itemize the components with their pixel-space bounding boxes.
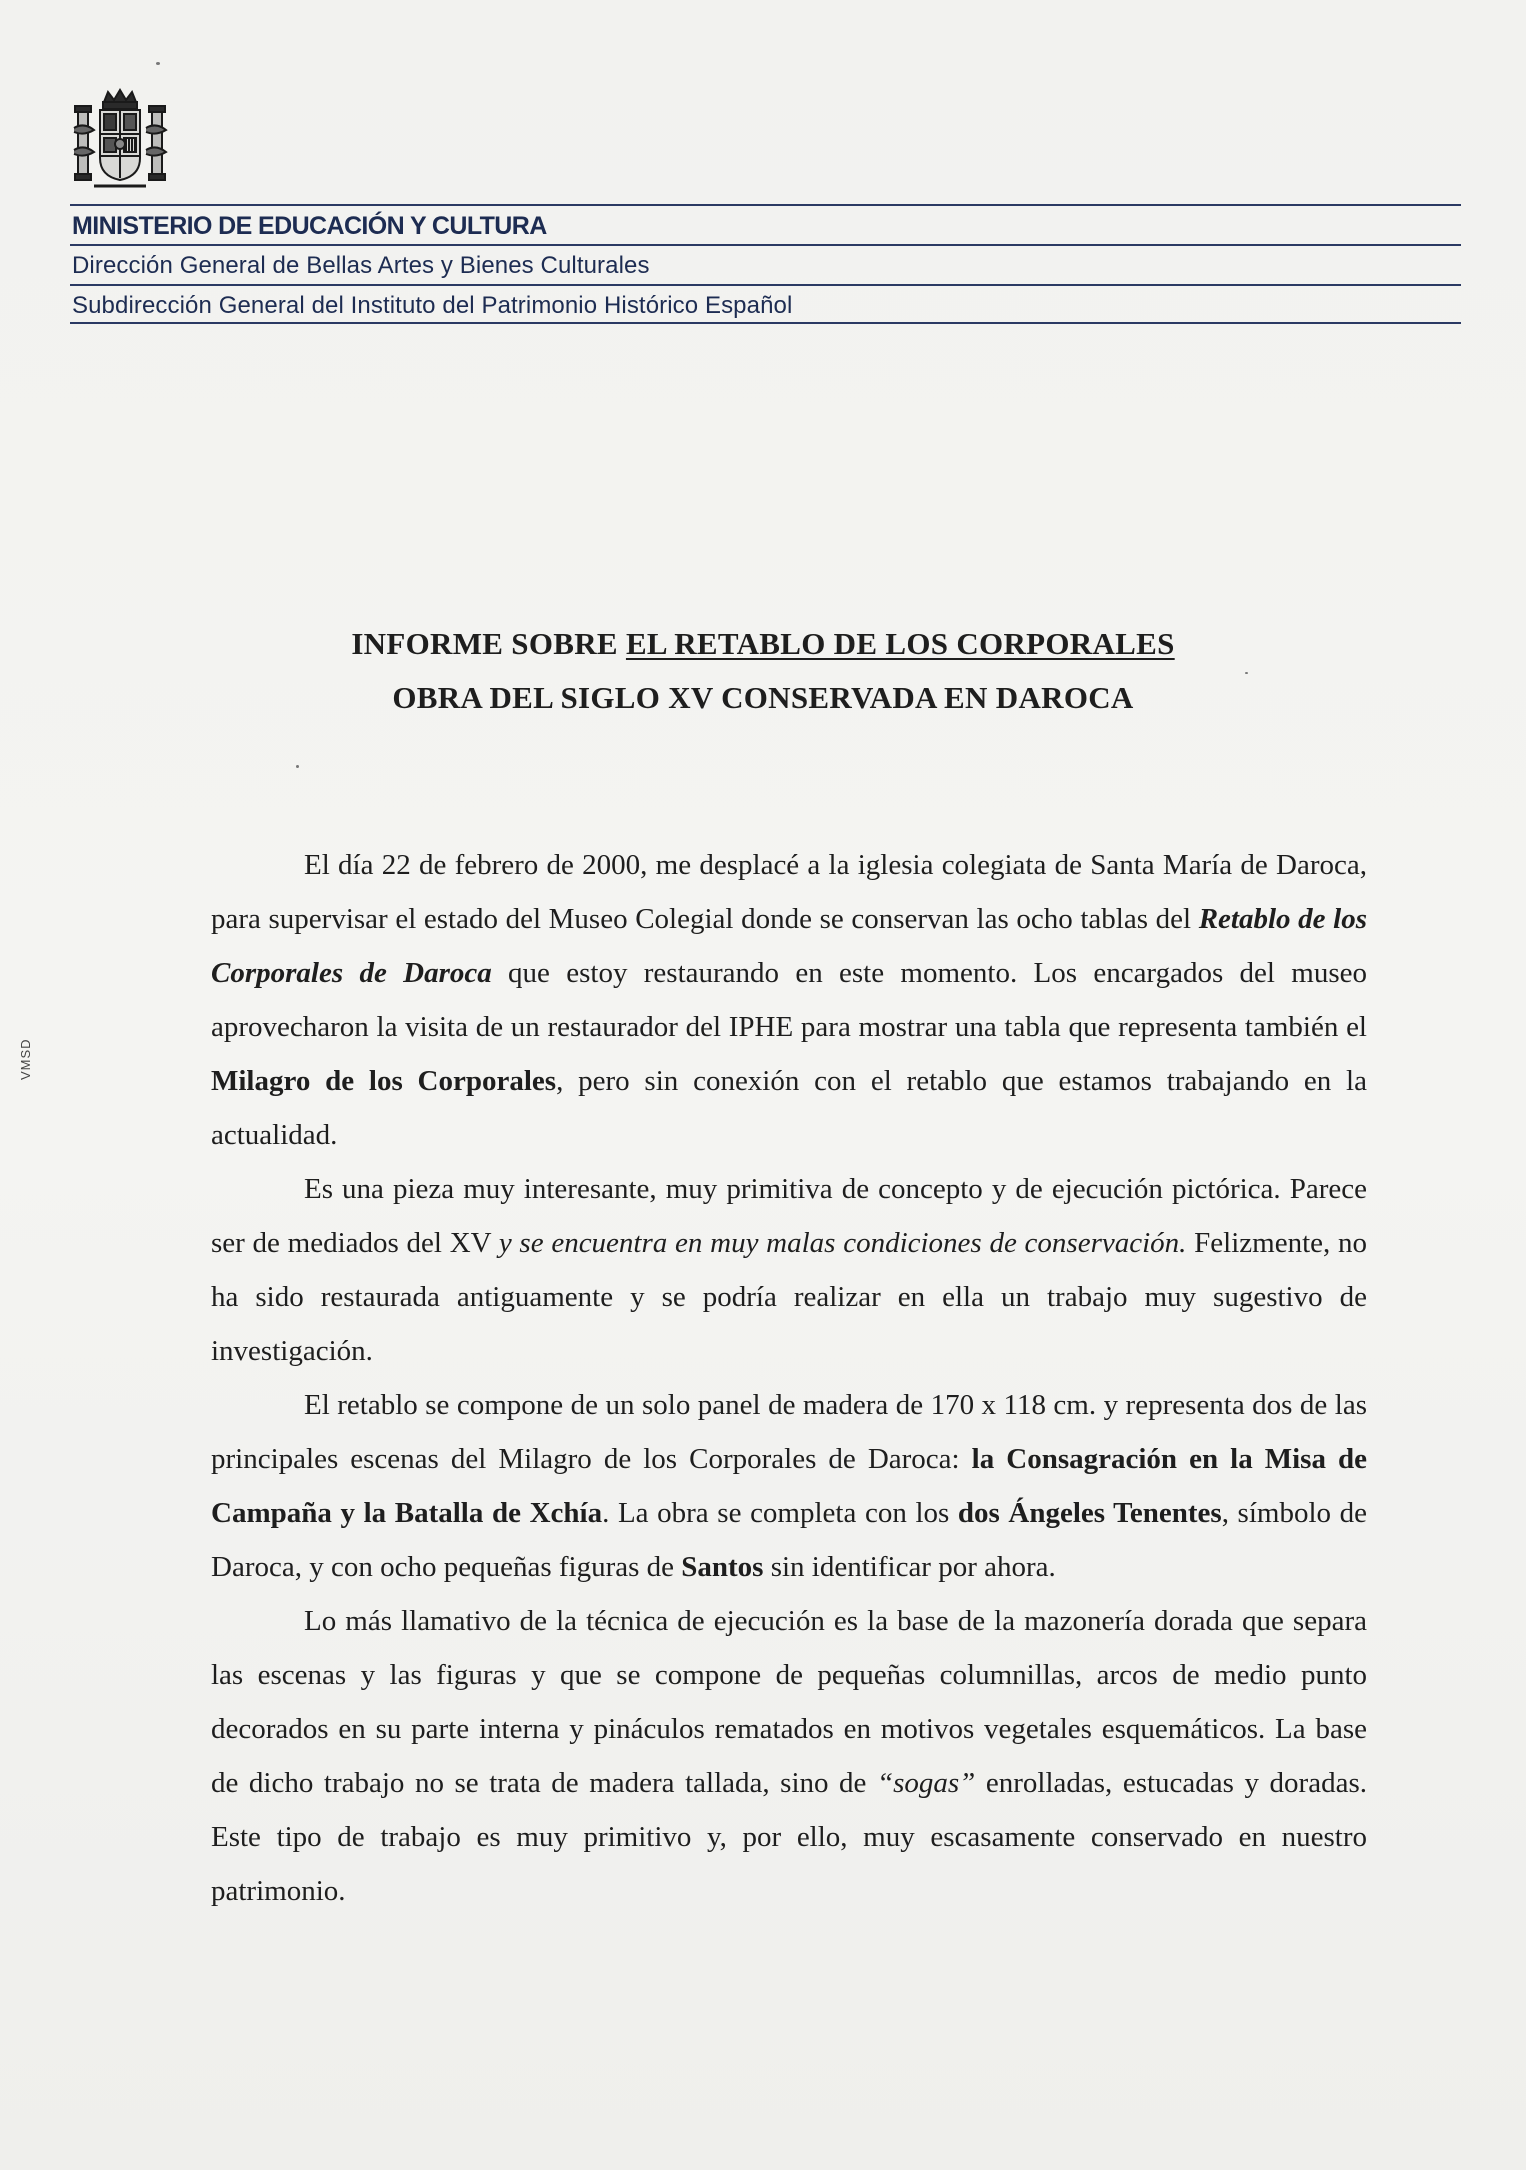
paragraph-1 [211, 838, 1367, 1162]
document-title-line-2: OBRA DEL SIGLO XV CONSERVADA EN DAROCA [392, 680, 1134, 715]
paragraph-2 [211, 1162, 1367, 1378]
p2-text-c: Felizmente, no ha sido restaurada antiguamente y se podría realizar en ella un trabajo muy sugestivo de investigación. [211, 1227, 1367, 1367]
document-title-line-1 [0, 626, 1526, 662]
p1-text-c: que estoy restaurando en este momento. Los encargados del museo aprovecharon la visita de un restaurador del IPHE para mostrar una tabla que representa también el [211, 957, 1367, 1043]
letterhead-row-ministry [70, 204, 1461, 244]
p2-italic-condition: y se encuentra en muy malas condiciones de conservación. [498, 1227, 1187, 1259]
p2-text-a: Es una pieza muy interesante, muy primitiva de concepto y de ejecución pictórica. Parece ser de mediados del XV [211, 1173, 1367, 1259]
p4-text-a: Lo más llamativo de la técnica de ejecución es la base de la mazonería dorada que separa las escenas y las figuras y que se compone de pequeñas columnillas, arcos de medio punto decorados en su parte interna y pináculos rematados en motivos vegetales esquemáticos. La base de dicho trabajo no se trata de madera tallada, sino de [211, 1605, 1367, 1799]
p1-text-a: El día 22 de febrero de 2000, me desplacé a la iglesia colegiata de Santa María de Daroca, para supervisar el estado del Museo Colegial donde se conservan las ocho tablas del [211, 849, 1367, 935]
letterhead [70, 204, 1461, 324]
p4-sogas-italic: “sogas” [876, 1767, 976, 1799]
p3-angeles-bold: dos Ángeles Tenentes [957, 1497, 1222, 1529]
paragraph-4 [211, 1594, 1367, 1918]
subdirectorate-name: Subdirección General del Instituto del Patrimonio Histórico Español [72, 292, 793, 319]
document-body [211, 838, 1367, 1918]
p1-milagro-bold: Milagro de los Corporales [211, 1065, 557, 1097]
coat-of-arms-emblem [70, 88, 170, 198]
scan-speck [156, 62, 160, 65]
scan-speck [1245, 672, 1248, 674]
margin-stamp: VMSD [18, 1038, 33, 1080]
p3-text-g: sin identificar por ahora. [763, 1551, 1056, 1583]
p3-text-a: El retablo se compone de un solo panel de madera de 170 x 118 cm. y representa dos de las principales escenas del Milagro de los Corporales de Daroca: [211, 1389, 1367, 1475]
directorate-name: Dirección General de Bellas Artes y Bienes Culturales [72, 252, 650, 279]
p1-retablo-title: Retablo de los Corporales de Daroca [211, 903, 1367, 989]
title-underlined-subject: EL RETABLO DE LOS CORPORALES [625, 626, 1175, 661]
p3-santos-bold: Santos [681, 1551, 764, 1583]
p1-text-e: , pero sin conexión con el retablo que estamos trabajando en la actualidad. [211, 1065, 1367, 1151]
scan-speck [296, 765, 299, 768]
p3-text-c: . La obra se completa con los [602, 1497, 958, 1529]
title-prefix: INFORME SOBRE [351, 626, 626, 661]
p4-text-c: enrolladas, estucadas y doradas. Este tipo de trabajo es muy primitivo y, por ello, muy escasamente conservado en nuestro patrimonio. [211, 1767, 1367, 1907]
letterhead-row-directorate [70, 244, 1461, 284]
p3-scenes-bold: la Consagración en la Misa de Campaña y la Batalla de Xchía [211, 1443, 1367, 1529]
paragraph-3 [211, 1378, 1367, 1594]
ministry-name: MINISTERIO DE EDUCACIÓN Y CULTURA [72, 212, 547, 240]
p3-text-e: , símbolo de Daroca, y con ocho pequeñas figuras de [211, 1497, 1367, 1583]
letterhead-row-subdirectorate [70, 284, 1461, 324]
